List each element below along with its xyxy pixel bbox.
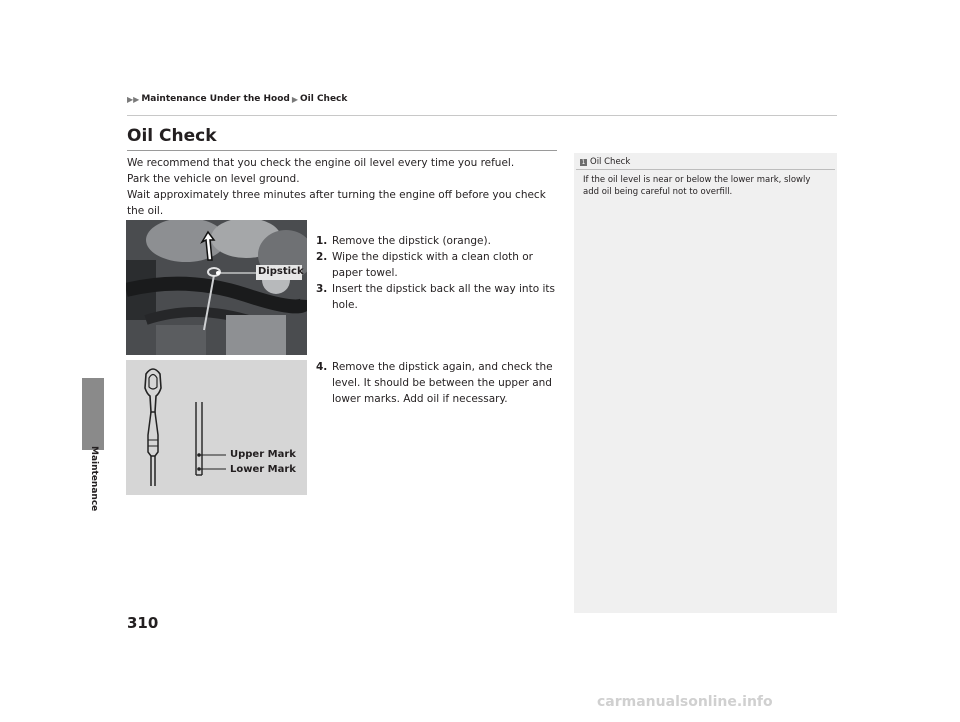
- dipstick-label: Dipstick: [258, 266, 304, 277]
- breadcrumb: [127, 94, 347, 104]
- section-label: Maintenance: [89, 446, 99, 512]
- page-title: Oil Check: [127, 126, 217, 146]
- list-item: [316, 359, 561, 407]
- list-item: [316, 249, 561, 281]
- steps-list-continued: [316, 359, 561, 407]
- reference-icon: 1: [581, 158, 586, 166]
- upper-mark-label: Upper Mark: [230, 449, 296, 460]
- engine-illustration: [126, 220, 307, 355]
- side-note-panel: [574, 153, 837, 613]
- step-text: Insert the dipstick back all the way into its hole.: [332, 283, 555, 311]
- chevron-right-icon: ▶: [291, 94, 298, 104]
- step-number: 1.: [316, 235, 328, 247]
- step-number: 2.: [316, 251, 328, 263]
- lower-mark-label: Lower Mark: [230, 464, 296, 475]
- step-text: Wipe the dipstick with a clean cloth or paper towel.: [332, 251, 533, 279]
- side-note-body: If the oil level is near or below the lower mark, slowly add oil being careful not to overfill.: [583, 175, 811, 197]
- step-number: 4.: [316, 361, 328, 373]
- list-item: [316, 281, 561, 313]
- header-divider: [127, 115, 837, 116]
- intro-paragraph: Wait approximately three minutes after turning the engine off before you check the oil.: [127, 189, 546, 217]
- dipstick-diagram: [126, 360, 307, 495]
- list-item: [316, 233, 561, 249]
- intro-text: [127, 155, 557, 219]
- engine-photo: [126, 220, 307, 355]
- side-note-title: [580, 157, 630, 167]
- side-note-heading[interactable]: Oil Check: [590, 157, 631, 167]
- breadcrumb-item[interactable]: Maintenance Under the Hood: [141, 94, 290, 104]
- section-tab: [82, 378, 104, 450]
- side-note-divider: [576, 169, 835, 170]
- intro-paragraph: We recommend that you check the engine oil level every time you refuel.: [127, 157, 515, 169]
- step-number: 3.: [316, 283, 328, 295]
- step-text: Remove the dipstick again, and check the level. It should be between the upper and lower marks. Add oil if necessary.: [332, 361, 553, 405]
- intro-paragraph: Park the vehicle on level ground.: [127, 173, 300, 185]
- page-number: 310: [127, 614, 159, 632]
- title-divider: [127, 150, 557, 151]
- breadcrumb-item[interactable]: Oil Check: [299, 94, 348, 104]
- watermark: carmanualsonline.info: [597, 694, 773, 710]
- step-text: Remove the dipstick (orange).: [332, 235, 491, 247]
- steps-list: [316, 233, 561, 313]
- chevron-right-icon: ▶▶: [127, 94, 140, 104]
